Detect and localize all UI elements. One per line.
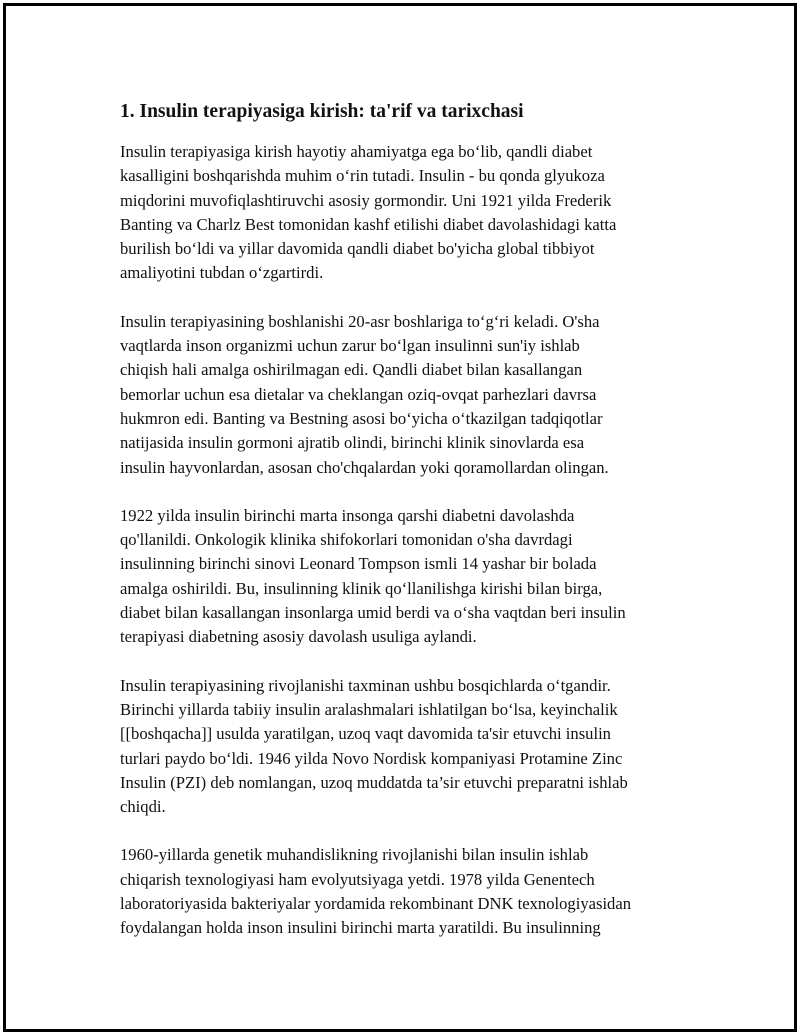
paragraph-3 — [120, 504, 710, 650]
paragraph-1 — [120, 140, 710, 286]
text-line: chiqarish texnologiyasi ham evolyutsiyaga yetdi. 1978 yilda Genentech — [120, 869, 595, 889]
text-line: vaqtlarda inson organizmi uchun zarur bo‘lgan insulinni sun'iy ishlab — [120, 336, 580, 356]
text-line: 1960-yillarda genetik muhandislikning rivojlanishi bilan insulin ishlab — [120, 845, 589, 865]
text-line: insulinning birinchi sinovi Leonard Tompson ismli 14 yashar bir bolada — [120, 554, 597, 574]
text-line: turlari paydo bo‘ldi. 1946 yilda Novo Nordisk kompaniyasi Protamine Zinc — [120, 748, 623, 768]
page-content — [120, 99, 710, 965]
text-line: laboratoriyasida bakteriyalar yordamida rekombinant DNK texnologiyasidan — [120, 894, 632, 914]
text-line: burilish bo‘ldi va yillar davomida qandli diabet bo'yicha global tibbiyot — [120, 239, 595, 259]
paragraph-2 — [120, 310, 710, 480]
text-line: 1922 yilda insulin birinchi marta insonga qarshi diabetni davolashda — [120, 505, 575, 525]
text-line: Insulin terapiyasining boshlanishi 20-asr boshlariga to‘g‘ri keladi. O'sha — [120, 311, 600, 331]
page-title: 1. Insulin terapiyasiga kirish: ta'rif va tarixchasi — [120, 101, 524, 122]
text-line: Insulin terapiyasining rivojlanishi taxminan ushbu bosqichlarda o‘tgandir. — [120, 675, 611, 695]
text-line: chiqdi. — [120, 797, 166, 817]
text-line: miqdorini muvofiqlashtiruvchi asosiy gormondir. Uni 1921 yilda Frederik — [120, 190, 612, 210]
text-line: bemorlar uchun esa dietalar va cheklangan oziq-ovqat parhezlari davrsa — [120, 384, 597, 404]
text-line: terapiyasi diabetning asosiy davolash usuliga aylandi. — [120, 627, 477, 647]
text-line: Insulin (PZI) deb nomlangan, uzoq muddatda ta’sir etuvchi preparatni ishlab — [120, 772, 628, 792]
page-frame — [3, 3, 797, 1032]
text-line: Insulin terapiyasiga kirish hayotiy ahamiyatga ega bo‘lib, qandli diabet — [120, 142, 593, 161]
text-line: qo'llanildi. Onkologik klinika shifokorlari tomonidan o'sha davrdagi — [120, 530, 573, 550]
text-line: Banting va Charlz Best tomonidan kashf etilishi diabet davolashidagi katta — [120, 214, 617, 234]
text-line: diabet bilan kasallangan insonlarga umid berdi va o‘sha vaqtdan beri insulin — [120, 603, 626, 623]
paragraph-4 — [120, 674, 710, 820]
text-line: kasalligini boshqarishda muhim o‘rin tutadi. Insulin - bu qonda glyukoza — [120, 166, 605, 186]
paragraph-5 — [120, 843, 710, 940]
text-line: insulin hayvonlardan, asosan cho'chqalardan yoki qoramollardan olingan. — [120, 457, 609, 477]
text-line: Birinchi yillarda tabiiy insulin aralashmalari ishlatilgan bo‘lsa, keyinchalik — [120, 699, 618, 719]
text-line: chiqish hali amalga oshirilmagan edi. Qandli diabet bilan kasallangan — [120, 360, 583, 380]
text-line: natijasida insulin gormoni ajratib olindi, birinchi klinik sinovlarda esa — [120, 433, 585, 453]
text-line: foydalangan holda inson insulini birinchi marta yaratildi. Bu insulinning — [120, 918, 601, 938]
text-line: [[boshqacha]] usulda yaratilgan, uzoq vaqt davomida ta'sir etuvchi insulin — [120, 724, 611, 744]
text-line: amaliyotini tubdan o‘zgartirdi. — [120, 263, 324, 283]
text-line: amalga oshirildi. Bu, insulinning klinik qo‘llanilishga kirishi bilan birga, — [120, 578, 603, 598]
text-line: hukmron edi. Banting va Bestning asosi bo‘yicha o‘tkazilgan tadqiqotlar — [120, 408, 603, 428]
